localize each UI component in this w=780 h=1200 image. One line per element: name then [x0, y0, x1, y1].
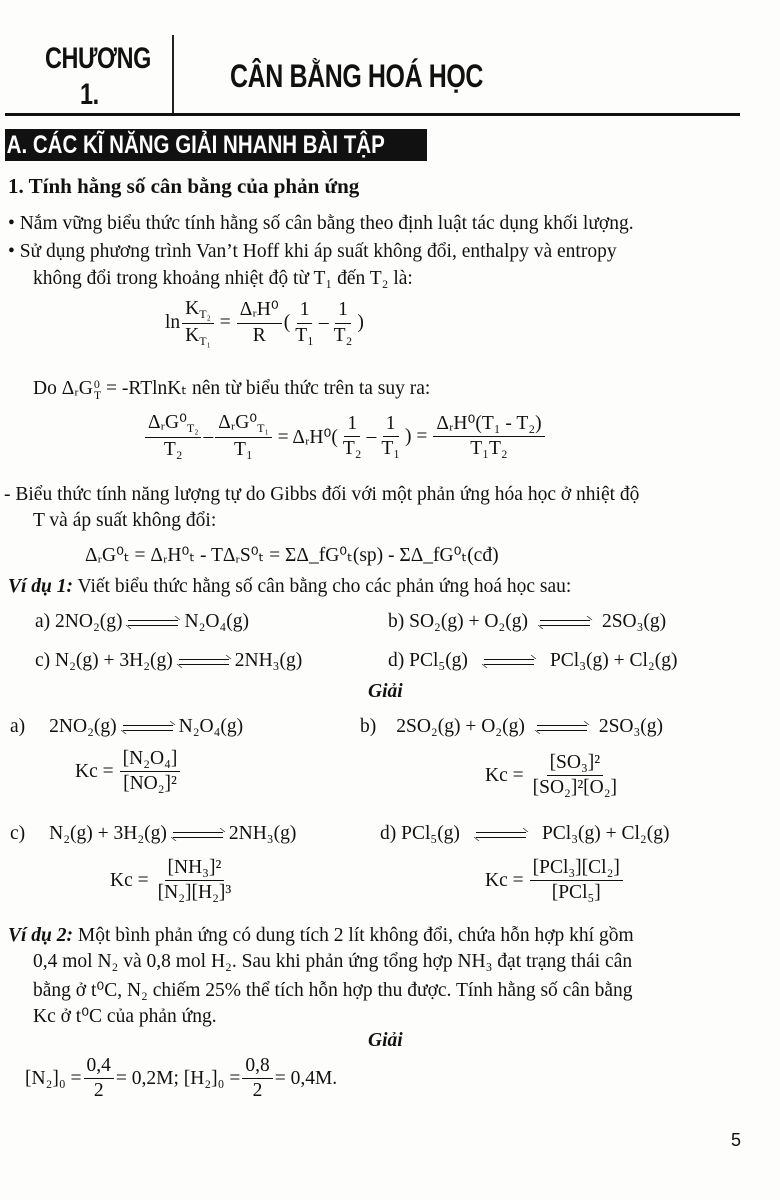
fraction: $\frac{\text{ΔᵣH⁰(T₁ - T₂)}}{\text{T₁T₂}}$	[433, 413, 544, 461]
initial-concentrations: [N₂]₀ = $\frac{0,4}{2}$ = 0,2M; [H₂]₀ = $\frac{0,8}{2}$ = 0,4M.	[25, 1055, 338, 1102]
fraction: $\frac{1}{\text{T₂}}$	[333, 299, 353, 346]
ln: ln	[165, 312, 181, 334]
solution-a: a) 2NO₂(g) N₂O₄(g)	[10, 716, 244, 737]
bullet-text: Sử dụng phương trình Van’t Hoff khi áp suất không đổi, enthalpy và entropy	[19, 241, 617, 262]
gibbs-equation: ΔᵣG⁰ₜ = ΔᵣH⁰ₜ - TΔᵣS⁰ₜ = ΣΔ_fG⁰ₜ(sp) - ΣΔ_fG⁰ₜ(cđ)	[85, 545, 499, 566]
section-heading	[5, 129, 427, 161]
solution-c: c) N₂(g) + 3H₂(g) 2NH₃(g)	[10, 823, 297, 844]
gibbs-text-1: - Biểu thức tính năng lượng tự do Gibbs đối với một phản ứng hóa học ở nhiệt độ	[4, 484, 640, 505]
example-2-line-4: Kc ở t⁰C của phản ứng.	[33, 1006, 217, 1027]
fraction: $\frac{\Delta ᵣG^0_{T_1}}{\text{T₁}}$	[215, 412, 271, 461]
equilibrium-arrow-icon	[484, 656, 534, 668]
reaction-b: b) SO₂(g) + O₂(g) 2SO₃(g)	[388, 611, 667, 632]
solution-d: d) PCl₅(g) PCl₃(g) + Cl₂(g)	[380, 823, 670, 844]
vant-hoff-equation: ln $\frac{K_{T_2}}{K_{T_1}}$ = $\frac{\text{ΔᵣH⁰}}{R}$ ( $\frac{1}{\text{T₁}}$ – $\frac{1}{\text{T₂}}$ )	[165, 298, 364, 348]
example-2-line-2: 0,4 mol N₂ và 0,8 mol H₂. Sau khi phản ứng tổng hợp NH₃ đạt trạng thái cân	[33, 951, 633, 972]
chapter-label: CHƯƠNG	[45, 42, 151, 75]
kc-c: Kc = $\frac{\text{[NH₃]²}}{\text{[N₂][H₂]³}}$	[110, 857, 232, 904]
equilibrium-arrow-icon	[537, 722, 587, 734]
fraction: $\frac{1}{\text{T₁}}$	[381, 412, 401, 460]
equilibrium-arrow-icon	[540, 617, 590, 629]
bullet-text: Nắm vững biểu thức tính hằng số cân bằng theo định luật tác dụng khối lượng.	[19, 213, 634, 234]
example-1: Ví dụ 1: Viết biểu thức hằng số cân bằng cho các phản ứng hoá học sau:	[8, 576, 572, 597]
bullet-2-cont: không đổi trong khoảng nhiệt độ từ T₁ đến T₂ là:	[33, 268, 413, 289]
equilibrium-arrow-icon	[179, 656, 229, 668]
chapter-title: CÂN BẰNG HOÁ HỌC	[230, 58, 484, 94]
kc-b: Kc = $\frac{\text{[SO₃]²}}{\text{[SO₂]²[O₂]}}$	[485, 752, 618, 799]
fraction: $\frac{1}{\text{T₂}}$	[342, 412, 362, 460]
solution-b: b) 2SO₂(g) + O₂(g) 2SO₃(g)	[360, 716, 664, 737]
gibbs-fraction-equation: $\frac{\Delta ᵣG^0_{T_2}}{\text{T₂}}$ – $\frac{\Delta ᵣG^0_{T_1}}{\text{T₁}}$ = ΔᵣH⁰( $\frac{1}{\text{T₂}}$ – $\frac{1}{\text{T₁}}$ ) = $\frac{\text{ΔᵣH⁰(T₁ - T₂)}}{\text{T₁T₂}}$	[143, 412, 547, 461]
fraction: $\frac{1}{\text{T₁}}$	[295, 299, 314, 346]
gibbs-text-2: T và áp suất không đổi:	[33, 510, 217, 531]
section-heading-text: A. CÁC KĨ NĂNG GIẢI NHANH BÀI TẬP	[6, 131, 385, 159]
equilibrium-arrow-icon	[123, 722, 173, 734]
equilibrium-arrow-icon	[476, 829, 526, 841]
bullet-2: • Sử dụng phương trình Van’t Hoff khi áp suất không đổi, enthalpy và entropy	[8, 241, 617, 262]
fraction: $\frac{\Delta ᵣG^0_{T_2}}{\text{T₂}}$	[145, 412, 201, 461]
page-number: 5	[731, 1130, 742, 1150]
kc-a: Kc = $\frac{\text{[N₂O₄]}}{\text{[NO₂]²}}$	[75, 748, 182, 796]
do-line: Do ΔᵣG 0 T = -RTlnKₜ nên từ biểu thức trên ta suy ra:	[33, 376, 431, 402]
fraction: $\frac{\text{ΔᵣH⁰}}{R}$	[237, 299, 282, 347]
header-divider	[172, 35, 174, 115]
equilibrium-arrow-icon	[128, 617, 178, 629]
kc-d: Kc = $\frac{\text{[PCl₃][Cl₂]}}{\text{[PCl₅]}}$	[485, 857, 625, 905]
example-2-line-1: Ví dụ 2: Một bình phản ứng có dung tích 2 lít không đổi, chứa hỗn hợp khí gồm	[8, 925, 634, 946]
reaction-d: d) PCl₅(g) PCl₃(g) + Cl₂(g)	[388, 650, 678, 671]
subsection-title: 1. Tính hằng số cân bằng của phản ứng	[8, 174, 360, 198]
bullet-1: • Nắm vững biểu thức tính hằng số cân bằng theo định luật tác dụng khối lượng.	[8, 213, 634, 234]
chapter-number: 1.	[80, 78, 99, 111]
reaction-c: c) N₂(g) + 3H₂(g) 2NH₃(g)	[35, 650, 303, 671]
example-2-line-3: bằng ở t⁰C, N₂ chiếm 25% thể tích hỗn hợp thu được. Tính hằng số cân bằng	[33, 980, 633, 1001]
equilibrium-arrow-icon	[173, 829, 223, 841]
solution-label-2: Giải	[368, 1030, 403, 1051]
header-rule	[5, 113, 740, 116]
solution-label: Giải	[368, 681, 403, 702]
fraction: $\frac{K_{T_2}}{K_{T_1}}$	[182, 298, 214, 349]
reaction-a: a) 2NO₂(g) N₂O₄(g)	[35, 611, 249, 632]
